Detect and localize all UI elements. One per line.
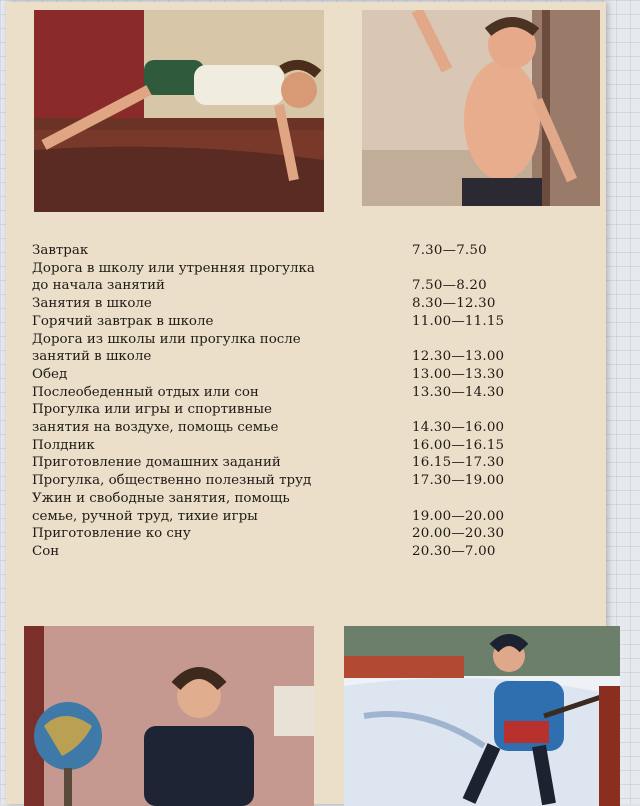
schedule-row <box>32 490 532 525</box>
schedule-time: 11.00—11.15 <box>412 313 505 329</box>
schedule-activity-line: Дорога в школу или утренняя прогулка <box>32 260 315 276</box>
photo-boy-stretching <box>362 10 600 206</box>
schedule-activity <box>32 437 392 455</box>
schedule-time: 16.00—16.15 <box>412 437 505 453</box>
schedule-activity-line: Горячий завтрак в школе <box>32 313 214 329</box>
schedule-activity <box>32 454 392 472</box>
schedule-activity-line: Полдник <box>32 437 95 453</box>
book-page <box>6 2 606 804</box>
schedule-activity-line: Прогулка, общественно полезный труд <box>32 473 312 489</box>
schedule-row <box>32 331 532 366</box>
schedule-row <box>32 384 532 402</box>
schedule-activity <box>32 472 392 490</box>
schedule-time: 17.30—19.00 <box>412 473 505 489</box>
schedule-activity-line: Завтрак <box>32 243 89 258</box>
schedule-activity <box>32 525 392 543</box>
schedule-activity-line: семье, ручной труд, тихие игры <box>32 508 258 524</box>
schedule-activity-line: Обед <box>32 366 68 382</box>
schedule-row <box>32 525 532 543</box>
schedule-time: 7.30—7.50 <box>412 243 487 258</box>
schedule-time: 8.30—12.30 <box>412 296 496 312</box>
schedule-row <box>32 437 532 455</box>
schedule-activity <box>32 366 392 384</box>
schedule-activity-line: Приготовление ко сну <box>32 526 191 542</box>
schedule-time: 16.15—17.30 <box>412 455 505 471</box>
schedule-row <box>32 313 532 331</box>
schedule-activity <box>32 384 392 402</box>
schedule-activity <box>32 490 392 525</box>
schedule-row <box>32 242 532 260</box>
schedule-time: 20.00—20.30 <box>412 526 505 542</box>
photo-boy-hockey <box>344 626 620 806</box>
schedule-time: 12.30—13.00 <box>412 349 505 365</box>
schedule-row <box>32 543 532 561</box>
schedule-activity-line: Занятия в школе <box>32 296 152 312</box>
schedule-time: 7.50—8.20 <box>412 278 487 294</box>
schedule-activity <box>32 401 392 436</box>
schedule-activity <box>32 242 392 260</box>
schedule-row <box>32 401 532 436</box>
schedule-time: 19.00—20.00 <box>412 508 505 524</box>
schedule-activity <box>32 543 392 561</box>
schedule-row <box>32 454 532 472</box>
schedule-time: 13.30—14.30 <box>412 384 505 400</box>
schedule-time: 13.00—13.30 <box>412 366 505 382</box>
schedule-activity-line: Сон <box>32 543 60 559</box>
schedule-time: 20.30—7.00 <box>412 543 496 559</box>
schedule-activity-line: Послеобеденный отдых или сон <box>32 384 259 400</box>
schedule-activity <box>32 295 392 313</box>
schedule-time: 14.30—16.00 <box>412 420 505 436</box>
schedule-row <box>32 472 532 490</box>
schedule-activity-line: Ужин и свободные занятия, помощь <box>32 490 290 506</box>
schedule-row <box>32 366 532 384</box>
schedule-activity <box>32 331 392 366</box>
schedule-row <box>32 295 532 313</box>
schedule-activity-line: Прогулка или игры и спортивные <box>32 402 272 418</box>
photo-boy-pushups <box>34 10 324 212</box>
schedule-activity-line: до начала занятий <box>32 278 165 294</box>
schedule-activity <box>32 313 392 331</box>
schedule-row <box>32 260 532 295</box>
schedule-activity-line: Приготовление домашних заданий <box>32 455 281 471</box>
schedule-activity-line: занятия на воздухе, помощь семье <box>32 420 279 436</box>
schedule-activity-line: Дорога из школы или прогулка после <box>32 331 301 347</box>
daily-schedule <box>32 242 532 561</box>
photo-boy-homework <box>24 626 314 806</box>
schedule-activity-line: занятий в школе <box>32 349 152 365</box>
schedule-activity <box>32 260 392 295</box>
